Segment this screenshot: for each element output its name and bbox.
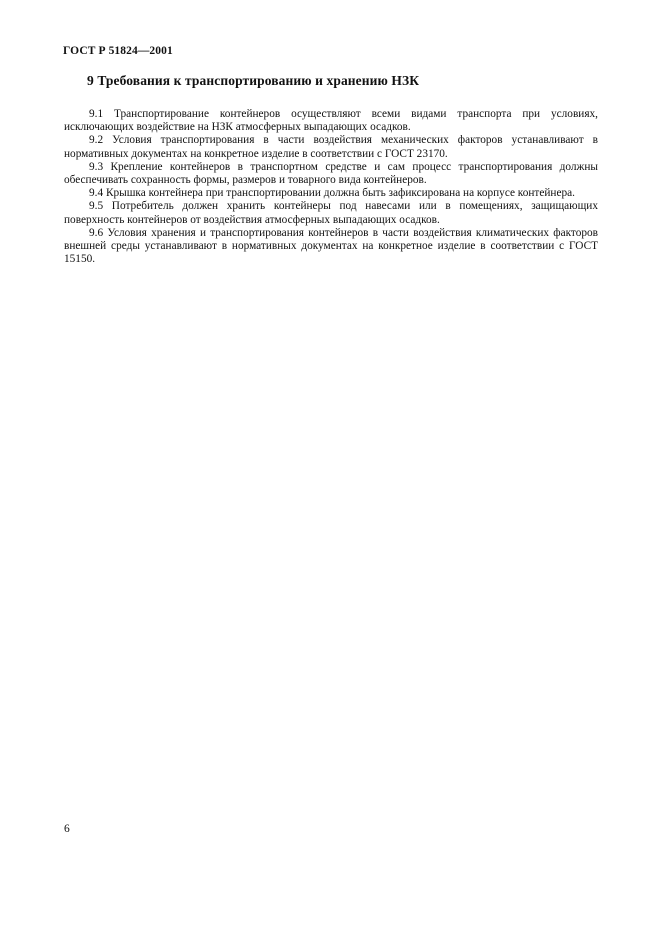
paragraph-9-6: 9.6 Условия хранения и транспортирования контейнеров в части воздействия климатических факторов внешней среды устанавливают в нормативных документах на конкретное изделие в соответствии с ГОСТ 15150. [64, 226, 598, 266]
paragraph-9-3: 9.3 Крепление контейнеров в транспортном средстве и сам процесс транспортирования должны обеспечивать сохранность формы, размеров и товарного вида контейнеров. [64, 160, 598, 187]
section-body [64, 108, 598, 266]
paragraph-9-1: 9.1 Транспортирование контейнеров осуществляют всеми видами транспорта при условиях, исключающих воздействие на НЗК атмосферных выпадающих осадков. [64, 108, 598, 134]
document-code: ГОСТ Р 51824—2001 [63, 45, 173, 57]
section-title: 9 Требования к транспортированию и хранению НЗК [87, 73, 420, 88]
paragraph-9-4: 9.4 Крышка контейнера при транспортировании должна быть зафиксирована на корпусе контейнера. [89, 187, 575, 200]
paragraph-9-2: 9.2 Условия транспортирования в части воздействия механических факторов устанавливают в нормативных документах на конкретное изделие в соответствии с ГОСТ 23170. [64, 134, 598, 160]
paragraph-9-5: 9.5 Потребитель должен хранить контейнеры под навесами или в помещениях, защищающих поверхность контейнеров от воздействия атмосферных выпадающих осадков. [64, 200, 598, 226]
page-number: 6 [64, 823, 70, 835]
